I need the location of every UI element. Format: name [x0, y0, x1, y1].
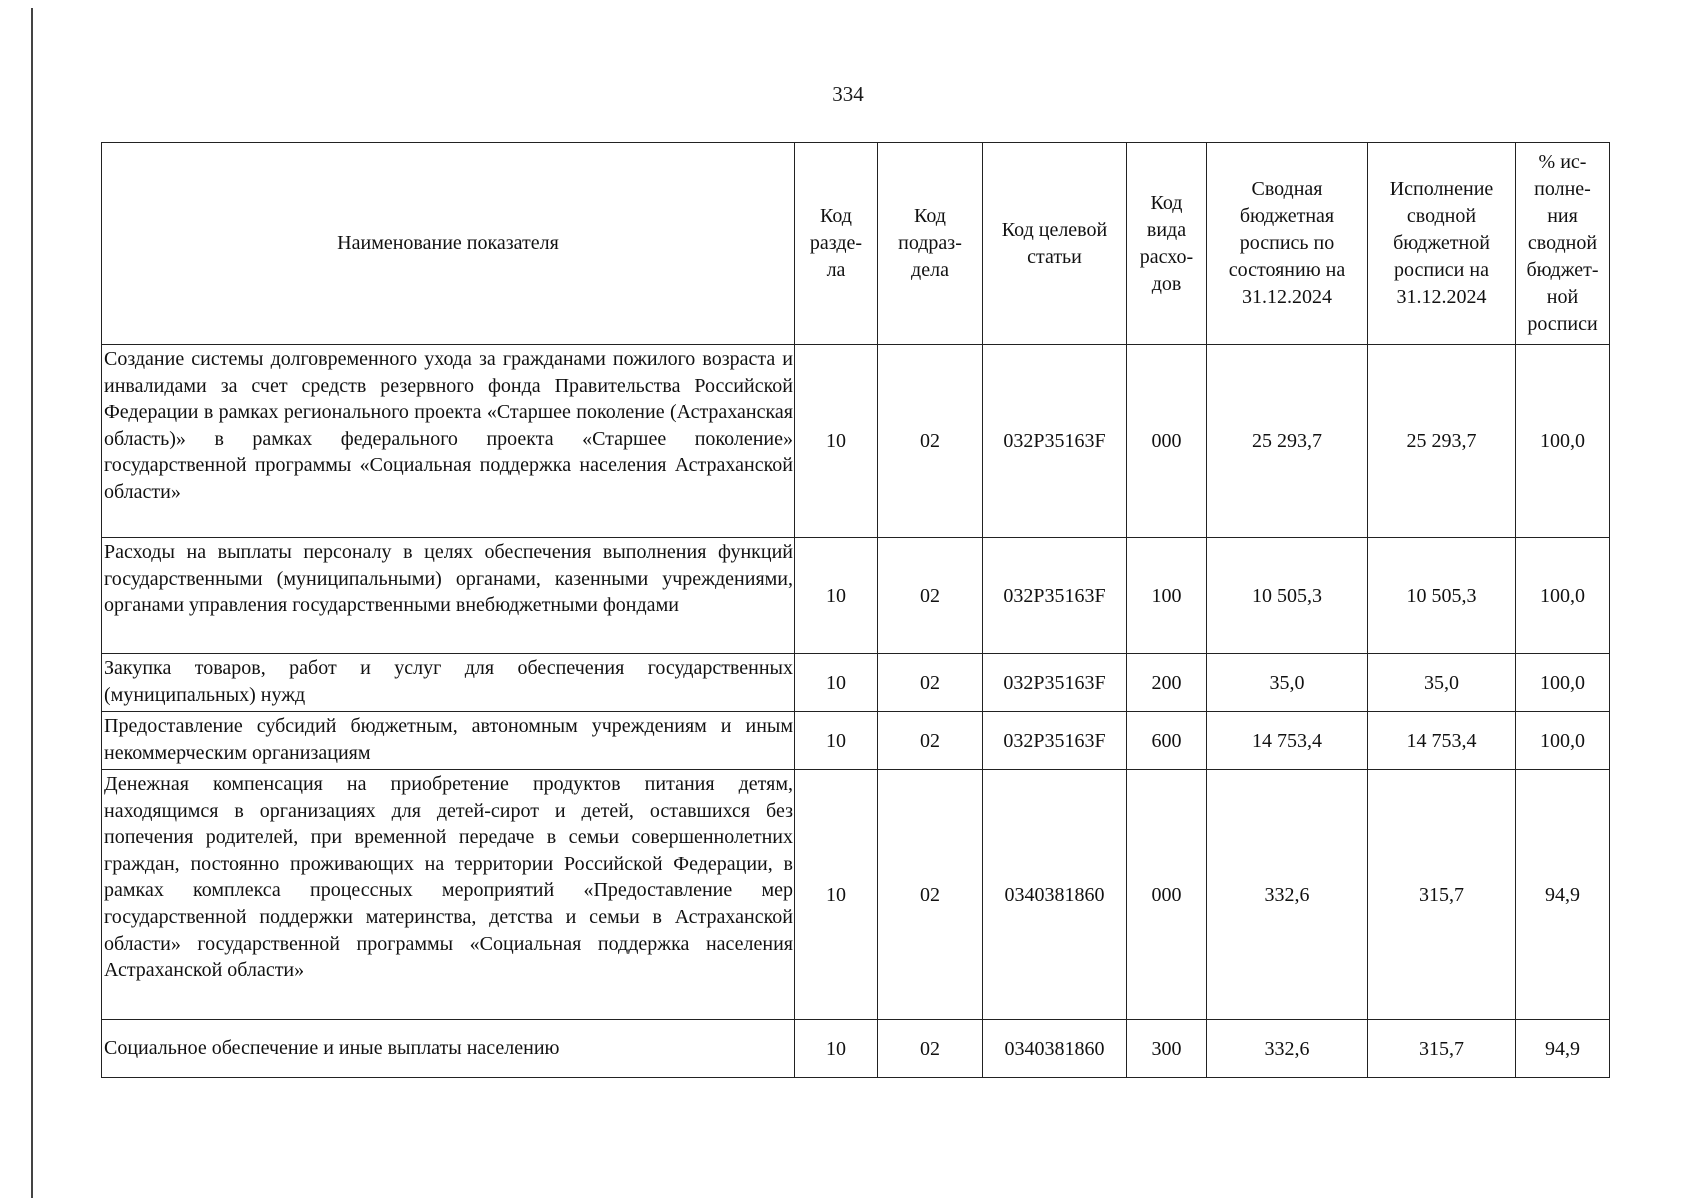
row-budget-amount: 332,6 [1207, 770, 1368, 1020]
row-expense-type-code: 600 [1127, 712, 1207, 770]
row-execution-percent: 94,9 [1516, 770, 1610, 1020]
row-target-code: 0340381860 [983, 1020, 1127, 1078]
row-expense-type-code: 000 [1127, 770, 1207, 1020]
row-execution-amount: 10 505,3 [1368, 538, 1516, 654]
row-name: Закупка товаров, работ и услуг для обеспечения государственных (муниципальных) нужд [102, 654, 795, 712]
page-binding-edge [31, 8, 33, 1198]
header-subsection-code: Код подраз- дела [878, 143, 983, 345]
row-execution-amount: 14 753,4 [1368, 712, 1516, 770]
page-number: 334 [832, 82, 864, 106]
table-row [102, 538, 1610, 654]
row-expense-type-code: 000 [1127, 345, 1207, 538]
row-subsection-code: 02 [878, 345, 983, 538]
row-budget-amount: 25 293,7 [1207, 345, 1368, 538]
header-target-code: Код целевой статьи [983, 143, 1127, 345]
row-expense-type-code: 300 [1127, 1020, 1207, 1078]
row-section-code: 10 [795, 1020, 878, 1078]
row-target-code: 032P35163F [983, 345, 1127, 538]
table-row [102, 654, 1610, 712]
header-budget-execution: Исполнение сводной бюджетной росписи на 31.12.2024 [1368, 143, 1516, 345]
row-execution-amount: 315,7 [1368, 770, 1516, 1020]
row-name: Предоставление субсидий бюджетным, автономным учреждениям и иным некоммерческим организациям [102, 712, 795, 770]
row-budget-amount: 35,0 [1207, 654, 1368, 712]
table-row [102, 770, 1610, 1020]
header-execution-percent: % ис- полне- ния сводной бюджет- ной росписи [1516, 143, 1610, 345]
header-budget-schedule: Сводная бюджетная роспись по состоянию на 31.12.2024 [1207, 143, 1368, 345]
row-name: Денежная компенсация на приобретение продуктов питания детям, находящимся в организациях для детей-сирот и детей, оставшихся без попечения родителей, при временной передаче в семьи совершеннолетних граждан, постоянно проживающих на территории Российской Федерации, в рамках комплекса процессных мероприятий «Предоставление мер государственной поддержки материнства, детства и семьи в Астраханской области» государственной программы «Социальная поддержка населения Астраханской области» [102, 770, 795, 1020]
row-execution-amount: 25 293,7 [1368, 345, 1516, 538]
row-subsection-code: 02 [878, 654, 983, 712]
header-section-code: Код разде- ла [795, 143, 878, 345]
row-budget-amount: 10 505,3 [1207, 538, 1368, 654]
row-subsection-code: 02 [878, 770, 983, 1020]
header-name: Наименование показателя [102, 143, 795, 345]
row-section-code: 10 [795, 538, 878, 654]
row-execution-percent: 100,0 [1516, 538, 1610, 654]
table-row [102, 712, 1610, 770]
row-execution-amount: 315,7 [1368, 1020, 1516, 1078]
table-row [102, 1020, 1610, 1078]
table-row [102, 345, 1610, 538]
row-name: Создание системы долговременного ухода за гражданами пожилого возраста и инвалидами за счет средств резервного фонда Правительства Российской Федерации в рамках регионального проекта «Старшее поколение (Астраханская область)» в рамках федерального проекта «Старшее поколение» государственной программы «Социальная поддержка населения Астраханской области» [102, 345, 795, 538]
row-execution-percent: 100,0 [1516, 654, 1610, 712]
row-target-code: 032P35163F [983, 654, 1127, 712]
row-budget-amount: 332,6 [1207, 1020, 1368, 1078]
budget-execution-table [101, 142, 1610, 1078]
row-execution-percent: 100,0 [1516, 712, 1610, 770]
row-expense-type-code: 200 [1127, 654, 1207, 712]
row-section-code: 10 [795, 345, 878, 538]
row-execution-percent: 94,9 [1516, 1020, 1610, 1078]
row-subsection-code: 02 [878, 712, 983, 770]
row-subsection-code: 02 [878, 538, 983, 654]
table-header-row [102, 143, 1610, 345]
row-expense-type-code: 100 [1127, 538, 1207, 654]
row-budget-amount: 14 753,4 [1207, 712, 1368, 770]
header-expense-type-code: Код вида расхо- дов [1127, 143, 1207, 345]
row-target-code: 0340381860 [983, 770, 1127, 1020]
row-execution-percent: 100,0 [1516, 345, 1610, 538]
row-target-code: 032P35163F [983, 712, 1127, 770]
row-section-code: 10 [795, 712, 878, 770]
row-execution-amount: 35,0 [1368, 654, 1516, 712]
row-section-code: 10 [795, 770, 878, 1020]
row-section-code: 10 [795, 654, 878, 712]
row-subsection-code: 02 [878, 1020, 983, 1078]
row-name: Расходы на выплаты персоналу в целях обеспечения выполнения функций государственными (муниципальными) органами, казенными учреждениями, органами управления государственными внебюджетными фондами [102, 538, 795, 654]
row-target-code: 032P35163F [983, 538, 1127, 654]
row-name: Социальное обеспечение и иные выплаты населению [102, 1020, 795, 1078]
